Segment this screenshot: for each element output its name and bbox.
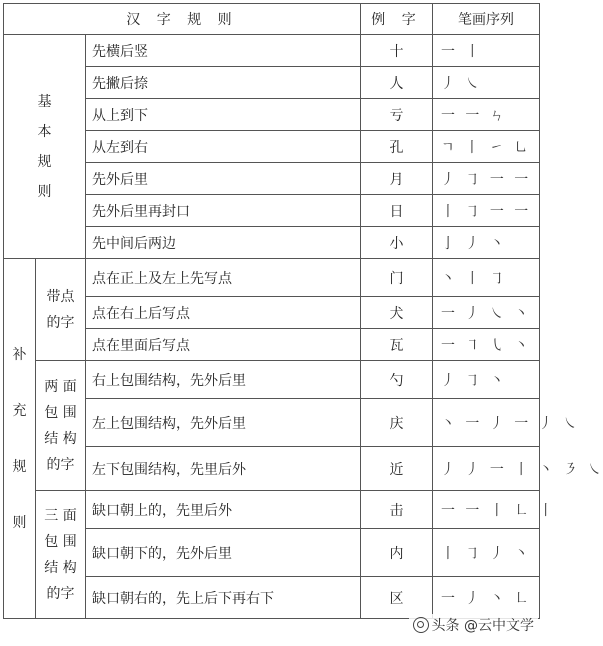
rule-text: 左上包围结构，先外后里: [86, 399, 361, 447]
rule-text: 从上到下: [86, 99, 361, 131]
header-rule: 汉 字 规 则: [4, 4, 361, 35]
supplement-rules-label-char: 补: [12, 346, 27, 363]
stroke-sequence: 一 丨: [433, 35, 540, 67]
stroke-order-table: [3, 3, 603, 619]
stroke-sequence: 丿 ㇆ 一 一: [433, 163, 540, 195]
supplement-rules-section: [4, 259, 603, 619]
example-char: 亏: [361, 99, 433, 131]
header-row: [4, 4, 540, 35]
stroke-sequence: 丶 一 丿 一 丿 ㇏: [433, 399, 540, 447]
stroke-sequence: 一 丿 ㇏ 丶: [433, 297, 540, 329]
example-char: 犬: [361, 297, 433, 329]
rule-text: 从左到右: [86, 131, 361, 163]
example-char: 区: [361, 577, 433, 619]
example-char: 孔: [361, 131, 433, 163]
example-char: 庆: [361, 399, 433, 447]
rule-text: 先外后里: [86, 163, 361, 195]
subgroup-label-char: 的字: [46, 456, 75, 473]
rule-text: 先横后竖: [86, 35, 361, 67]
subgroup-label: [36, 491, 86, 619]
example-char: 十: [361, 35, 433, 67]
example-char: 月: [361, 163, 433, 195]
watermark: [409, 614, 538, 636]
example-char: 近: [361, 447, 433, 491]
subgroup-label: [36, 259, 86, 361]
supplement-rules-label-char: 规: [12, 458, 27, 475]
table-row: [4, 259, 540, 297]
stroke-sequence: 丨 ㇆ 一 一: [433, 195, 540, 227]
stroke-sequence: 丿 丿 一 丨 丶 ㇋ ㇏: [433, 447, 540, 491]
rule-text: 左下包围结构，先里后外: [86, 447, 361, 491]
example-char: 日: [361, 195, 433, 227]
example-char: 小: [361, 227, 433, 259]
example-char: 击: [361, 491, 433, 529]
subgroup-label-char: 的字: [46, 585, 75, 602]
example-char: 人: [361, 67, 433, 99]
rule-text: 缺口朝下的，先外后里: [86, 529, 361, 577]
example-char: 勺: [361, 361, 433, 399]
basic-rules-label-char: 规: [37, 153, 52, 170]
subgroup-label-char: 带点: [46, 288, 75, 305]
subgroup-label-char: 包 围: [44, 404, 77, 421]
supplement-rules-label: [4, 259, 36, 619]
basic-rules-label-char: 则: [37, 183, 52, 200]
watermark-logo-icon: [413, 617, 429, 633]
subgroup-label-char: 两 面: [44, 378, 77, 395]
subgroup-label-char: 包 围: [44, 533, 77, 550]
subgroup-label: [36, 361, 86, 491]
table-row: [4, 35, 540, 67]
stroke-sequence: 丿 ㇏: [433, 67, 540, 99]
rule-text: 点在正上及左上先写点: [86, 259, 361, 297]
stroke-sequence: 一 ㇕ ㇂ 丶: [433, 329, 540, 361]
stroke-sequence: 丨 ㇆ 丿 丶: [433, 529, 540, 577]
stroke-sequence: 一 一 ㄣ: [433, 99, 540, 131]
rule-text: 缺口朝上的，先里后外: [86, 491, 361, 529]
stroke-sequence: 亅 丿 丶: [433, 227, 540, 259]
table-row: [4, 491, 540, 529]
example-char: 门: [361, 259, 433, 297]
supplement-rules-label-char: 充: [12, 402, 27, 419]
basic-rules-label-char: 基: [37, 93, 52, 110]
stroke-sequence: 丿 ㇆ 丶: [433, 361, 540, 399]
subgroup-label-char: 的字: [46, 314, 75, 331]
basic-rules-label: [4, 35, 86, 259]
rule-text: 右上包围结构，先外后里: [86, 361, 361, 399]
stroke-sequence: 一 丿 丶 ㇗: [433, 577, 540, 619]
rule-text: 点在右上后写点: [86, 297, 361, 329]
basic-rules-label-char: 本: [37, 123, 52, 140]
rule-text: 缺口朝右的，先上后下再右下: [86, 577, 361, 619]
rule-text: 点在里面后写点: [86, 329, 361, 361]
stroke-sequence: 丶 丨 ㇆: [433, 259, 540, 297]
header-example: 例 字: [361, 4, 433, 35]
rule-text: 先撇后捺: [86, 67, 361, 99]
example-char: 内: [361, 529, 433, 577]
rule-text: 先中间后两边: [86, 227, 361, 259]
example-char: 瓦: [361, 329, 433, 361]
watermark-text: 头条 @云中文学: [431, 618, 534, 634]
stroke-sequence: 一 一 丨 ㇗ 丨: [433, 491, 540, 529]
subgroup-label-char: 三 面: [44, 507, 77, 524]
basic-rules-section: [4, 35, 540, 259]
subgroup-label-char: 结 构: [44, 559, 77, 576]
table-row: [4, 361, 540, 399]
supplement-rules-label-char: 则: [12, 514, 27, 531]
stroke-sequence: ㄱ 丨 ㇀ ㇟: [433, 131, 540, 163]
subgroup-label-char: 结 构: [44, 430, 77, 447]
rule-text: 先外后里再封口: [86, 195, 361, 227]
header-stroke: 笔画序列: [433, 4, 540, 35]
